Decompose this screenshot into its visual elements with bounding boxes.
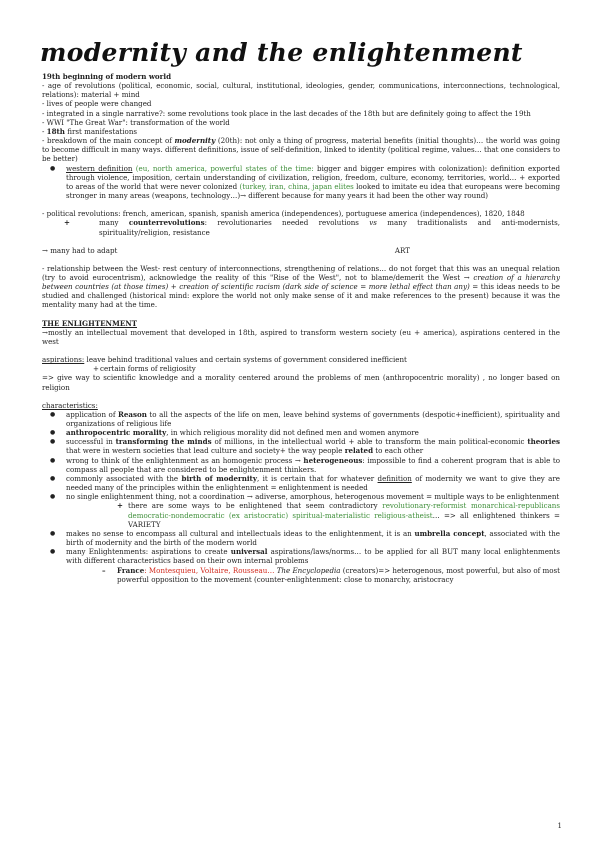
text-paragraph: => give way to scientific knowledge and a morality centered around the problems of men (anthropocentric morality) , no longer based on religion <box>42 373 560 392</box>
bullet-heterogeneous: ● wrong to think of the enlightenment as an homogenic process → heterogeneous: impossible to find a coherent program that is able to compass all people that are considered to be enlightenment thinkers. <box>42 456 560 474</box>
plus-item-variety: + there are some ways to be enlightened that seem contradictory revolutionary-reformist monarchical-republicans democratic-nondemocratic (ex aristocratic) spiritual-materialistic religious-atheist… => all enlightened thinkers = VARIETY <box>42 501 560 528</box>
bullet-no-single: ● no single enlightenment thing, not a coordination → adiverse, amorphous, heterogenous movement = multiple ways to be enlightenment <box>42 492 560 501</box>
text-line: - lives of people were changed <box>42 99 152 109</box>
text-line: - 18th first manifestations <box>42 126 138 136</box>
bullet-birth-of-modernity: ● commonly associated with the birth of modernity, it is certain that for whatever definition of modernity we want to give they are needed many of the principles within the enlightenment = enlightenment is needed <box>42 474 560 492</box>
bullet-many-enlightenments: ● many Enlightenments: aspirations to create universal aspirations/laws/norms… to be applied for all BUT many local enlightenments with different characteristics based on their own internal problems <box>42 547 560 565</box>
document-body <box>42 72 560 584</box>
text-line: - age of revolutions (political, economic, social, cultural, institutional, ideologies, gender, communications, interconnections, technological, relations): material + mind <box>42 81 560 100</box>
section-heading-enlightenment: THE ENLIGHTENMENT <box>42 318 138 328</box>
dash-item-france: – France: Montesquieu, Voltaire, Rousseau… The Encyclopedia (creators)=> heterogenous, most powerful, but also of most powerful opposition to the movement (counter-enlightenment: close to monarchy, aristocracy <box>42 566 560 584</box>
bullet-transforming: ● successful in transforming the minds of millions, in the intellectual world + able to transform the main political-economic theories that were in western societies that lead culture and society+ the way people related to each other <box>42 437 560 455</box>
page-number: 1 <box>557 822 562 830</box>
aspirations-line: aspirations: leave behind traditional values and certain systems of government considered inefficient <box>42 355 407 365</box>
text-paragraph: - breakdown of the main concept of modernity (20th): not only a thing of progress, material benefits (initial thoughts)… the world was going to become difficult in many ways. different definitions, issue of self-definition, linked to identity (political regime, values… that one considers to be better) <box>42 136 561 164</box>
text-line: - WWI "The Great War": transformation of the world <box>42 117 230 127</box>
section-heading-19th: 19th beginning of modern world <box>42 72 172 81</box>
text-line: → many had to adapt <box>42 245 118 255</box>
bullet-umbrella: ● makes no sense to encompass all cultural and intellectuals ideas to the enlightenment, it is an umbrella concept, associated with the birth of modernity and the birth of the modern world <box>42 529 560 547</box>
page-title: modernity and the enlightenment <box>40 38 523 67</box>
bullet-anthropocentric: ● anthropocentric morality, in which religious morality did not defined men and women anymore <box>42 428 560 437</box>
text-line: - integrated in a single narrative?: some revolutions took place in the last decades of the 18th but are definitely going to affect the 19th <box>42 108 531 118</box>
art-label: ART <box>394 245 410 255</box>
bullet-western-definition: ● western definition (eu, north america, powerful states of the time: bigger and bigger empires with colonization): definition exported through violence, imposition, certain understanding of civilization, religion, freedom, culture, economy, territories, world… + exported to areas of the world that were never colonized (turkey, iran, china, japan elites looked to imitate eu idea that europeans were becoming stronger in many areas (weapons, technology…)→ different because for many years it had been the other way round) <box>42 164 560 201</box>
adapt-art-row <box>42 246 560 255</box>
text-paragraph: - political revolutions: french, american, spanish, spanish america (independences), portuguese america (independences), 1820, 1848 <box>42 209 525 219</box>
characteristics-label: characteristics: <box>42 400 98 410</box>
plus-item-religiosity: + certain forms of religiosity <box>42 364 560 373</box>
bullet-reason: ● application of Reason to all the aspects of the life on men, leave behind systems of governments (despotic+inefficient), spirituality and organizations of religious life <box>42 410 560 428</box>
text-paragraph: →mostly an intellectual movement that developed in 18th, aspired to transform western society (eu + america), aspirations centered in the west <box>42 327 560 346</box>
text-paragraph: - relationship between the West- rest century of interconnections, strengthening of relations… do not forget that this was an unequal relation (try to avoid eurocentrism), acknowledge the reality of this "Rise of the West", not to blame/demerit the West → creation of a hierarchy between countries (at those times) + creation of scientific racism (dark side of science = more lethal effect than any) = this ideas needs to be studied and challenged (historical mind: explore the world not only make sense of it and make references to the present) because it was the mentality many had at the time. <box>42 263 560 310</box>
plus-item-counterrevolutions: + many counterrevolutions: revolutionaries needed revolutions vs many traditionalists and anti-modernists, spirituality/religion, resistance <box>42 218 560 236</box>
